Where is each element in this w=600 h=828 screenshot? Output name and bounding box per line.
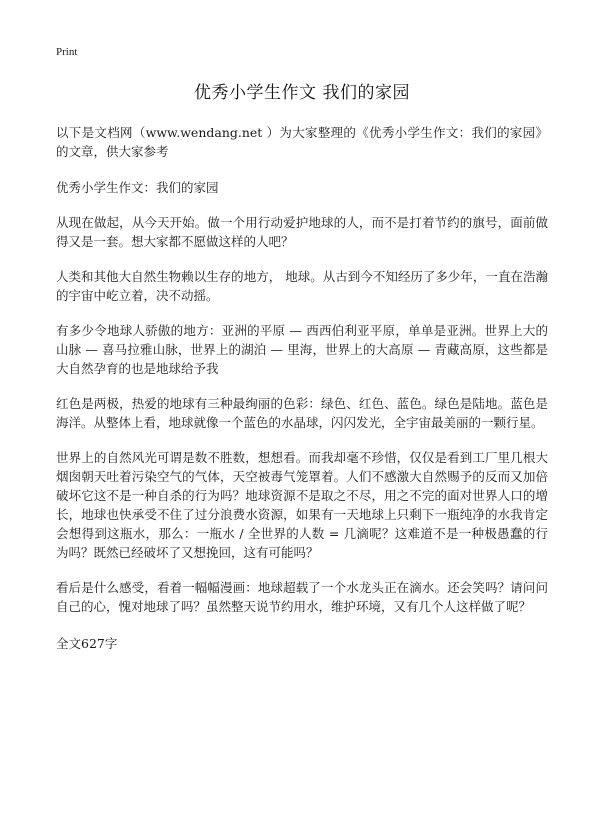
body-paragraph-3: 有多少令地球人骄傲的地方：亚洲的平原 — 西西伯利亚平原，单单是亚洲。世界上大的山脉 — 喜马拉雅山脉，世界上的湖泊 — 里海，世界上的大高原 — 青藏高原，这些都是大自然孕育的也是地球给予我 xyxy=(56,323,548,376)
body-paragraph-5: 世界上的自然风光可谓是数不胜数，想想看。而我却毫不珍惜，仅仅是看到工厂里几根大烟囱朝天吐着污染空气的气体，天空被毒气笼罩着。人们不感激大自然赐予的反而又加倍破坏它这不是一种自杀的行为吗？地球资源不是取之不尽，用之不完的面对世界人口的增长，地球也快承受不住了过分浪费水资源，如果有一天地球上只剩下一瓶纯净的水我肯定会想得到这瓶水，那么：一瓶水 / 全世界的人数 = 几滴呢？这难道不是一种极愚蠢的行为吗？既然已经破坏了又想挽回，这有可能吗？ xyxy=(56,450,548,560)
print-label: Print xyxy=(56,46,78,58)
body-paragraph-2: 人类和其他大自然生物赖以生存的地方， 地球。从古到今不知经历了多少年，一直在浩瀚的宇宙中屹立着，决不动摇。 xyxy=(56,269,548,303)
article-subtitle: 优秀小学生作文：我们的家园 xyxy=(56,180,219,195)
word-count: 全文627字 xyxy=(56,636,118,651)
body-paragraph-6: 看后是什么感受，看着一幅幅漫画：地球超载了一个水龙头正在滴水。还会笑吗？请问问自己的心，愧对地球了吗？虽然整天说节约用水，维护环境，又有几个人这样做了呢？ xyxy=(56,580,548,614)
intro-paragraph: 以下是文档网（www.wendang.net ）为大家整理的《优秀小学生作文：我们的家园》的文章，供大家参考 xyxy=(56,125,548,159)
body-paragraph-4: 红色是两极，热爱的地球有三种最绚丽的色彩：绿色、红色、蓝色。绿色是陆地。蓝色是海洋。从整体上看，地球就像一个蓝色的水晶球，闪闪发光，全宇宙最美丽的一颗行星。 xyxy=(56,396,548,430)
body-paragraph-1: 从现在做起，从今天开始。做一个用行动爱护地球的人，而不是打着节约的旗号，面前做得又是一套。想大家都不愿做这样的人吧？ xyxy=(56,215,548,249)
document-title: 优秀小学生作文 我们的家园 xyxy=(194,83,410,103)
